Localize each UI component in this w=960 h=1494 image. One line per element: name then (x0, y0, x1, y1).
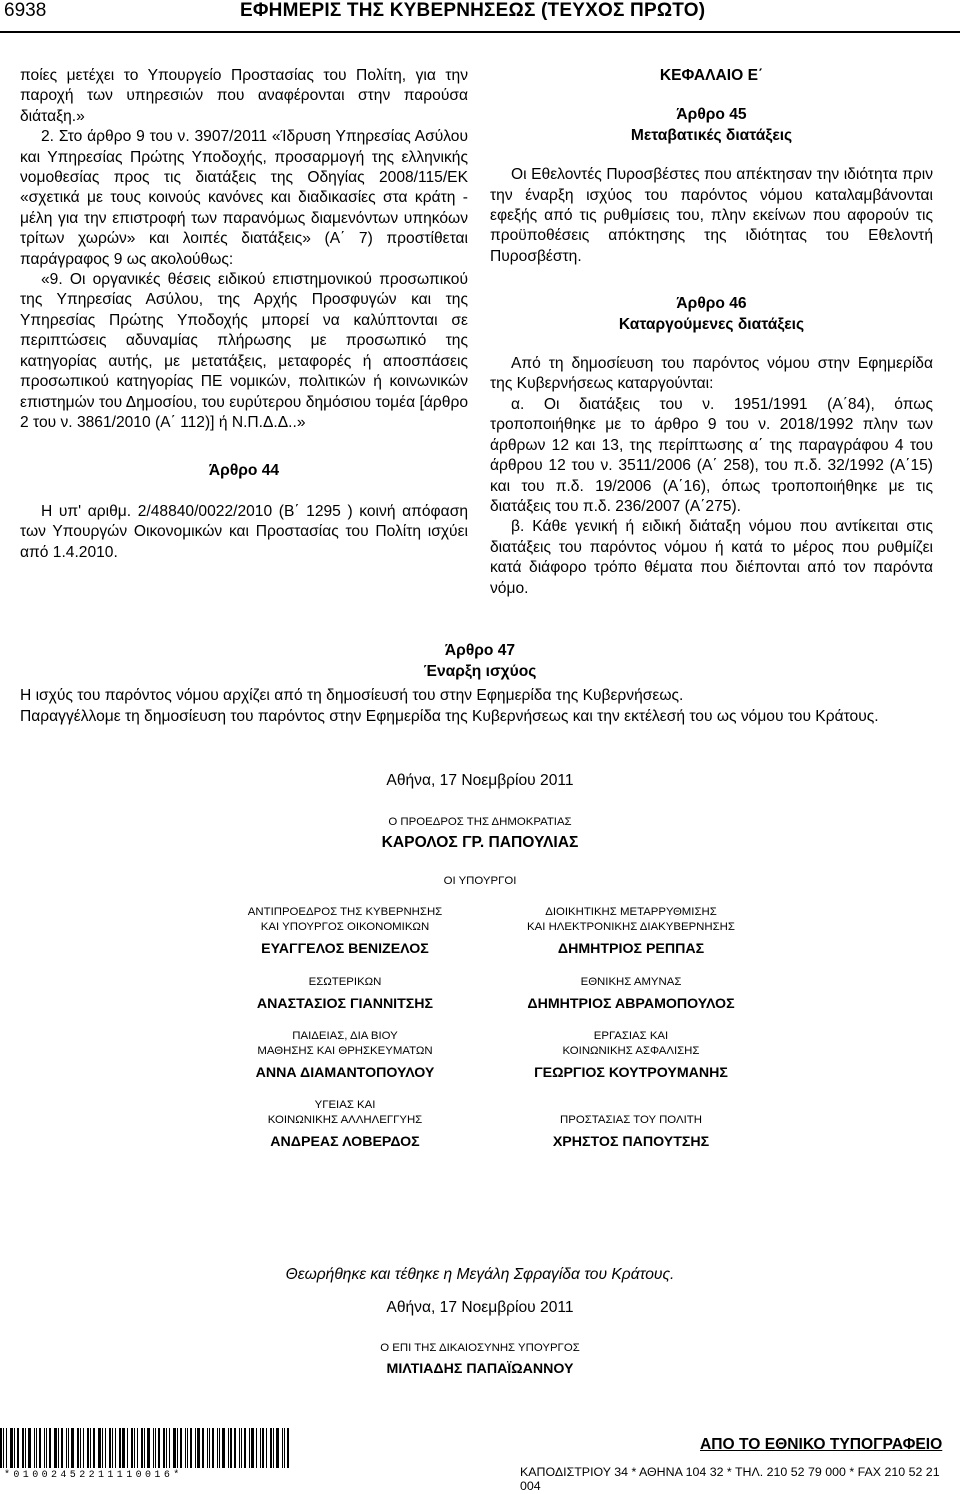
barcode-bar (284, 1428, 285, 1468)
barcode-bar (71, 1428, 74, 1468)
barcode-bar (273, 1428, 274, 1468)
minister-title: ΠΡΟΣΤΑΣΙΑΣ ΤΟΥ ΠΟΛΙΤΗ (560, 1114, 702, 1126)
minister-block (195, 975, 495, 1014)
barcode-bar (230, 1428, 232, 1468)
barcode-bar (90, 1428, 91, 1468)
minister-block (195, 905, 495, 959)
barcode-bar (219, 1428, 220, 1468)
barcode-bar (134, 1428, 135, 1468)
barcode-bar (166, 1428, 167, 1468)
barcode-bar (173, 1428, 176, 1468)
barcode-bar (197, 1428, 200, 1468)
minister-title: ΚΟΙΝΩΝΙΚΗΣ ΑΣΦΑΛΙΣΗΣ (562, 1045, 700, 1057)
barcode-bar (3, 1428, 4, 1468)
barcode-bar (54, 1428, 57, 1468)
article-46-item-b: β. Κάθε γενική ή ειδική διάταξη νόμου που αντίκειται στις διατάξεις του παρόντος νόμου ή κατά το μέρος που ρυθμίζει κατά διάφορο τρόπο θέματα που διέπονται από τον παρόντα νόμο. (490, 518, 933, 597)
barcode-bar (217, 1428, 218, 1468)
barcode-bar (127, 1428, 128, 1468)
barcode-bar (80, 1428, 81, 1468)
president-title: Ο ΠΡΟΕΔΡΟΣ ΤΗΣ ΔΗΜΟΚΡΑΤΙΑΣ (388, 816, 572, 828)
barcode-bar (25, 1428, 26, 1468)
minister-title: ΠΑΙΔΕΙΑΣ, ΔΙΑ ΒΙΟΥ (292, 1030, 398, 1042)
article-46-item-a: α. Οι διατάξεις του ν. 1951/1991 (Α΄84), όπως τροποποιήθηκε με το άρθρο 9 του ν. 2018/1992 πλην των άρθρων 12 και 13, της περίπτωσης α΄ της παραγράφου 4 του άρθρου 12 του ν. 3511/2006 (Α΄ 258), του π.δ. 32/1992 (Α΄15) και του π.δ. 19/2006 (Α΄16), όπως τροποποιήθηκε με τις διατάξεις του π.δ. 236/2007 (Α΄275). (490, 395, 933, 515)
barcode-bar (249, 1428, 250, 1468)
barcode-bar (0, 1428, 2, 1468)
barcode-bar (276, 1428, 279, 1468)
barcode-bar (266, 1428, 267, 1468)
page-number: 6938 (4, 0, 47, 21)
barcode-bar (260, 1428, 261, 1468)
article-46-title: Άρθρο 46 (676, 295, 747, 313)
barcode-bar (49, 1428, 51, 1468)
barcode-bar (68, 1428, 69, 1468)
minister-block (195, 1098, 495, 1152)
barcode-bar (112, 1428, 113, 1468)
barcode-bar (144, 1428, 145, 1468)
barcode-bar (185, 1428, 186, 1468)
barcode-bar (282, 1428, 283, 1468)
barcode-bar (228, 1428, 229, 1468)
article-45-title: Άρθρο 45 (676, 106, 747, 124)
article-46-subtitle: Καταργούμενες διατάξεις (618, 315, 805, 333)
article-47 (0, 640, 960, 727)
president-name: ΚΑΡΟΛΟΣ ΓΡ. ΠΑΠΟΥΛΙΑΣ (381, 834, 579, 851)
barcode-bar (46, 1428, 47, 1468)
left-paragraph-2: 2. Στο άρθρο 9 του ν. 3907/2011 «Ίδρυση Υπηρεσίας Ασύλου και Υπηρεσίας Πρώτης Υποδοχής, προσαρμογή της ελληνικής νομοθεσίας προς τις διατάξεις της Οδηγίας 2008/115/ΕΚ «σχετικά με τους κοινούς κανόνες και διαδικασίες στα κράτη ‑ μέλη για την επιστροφή των παρανόμως διαμενόντων υπηκόων τρίτων χωρών» και λοιπές διατάξεις» (Α΄ 7) προστίθεται παράγραφος 9 ως ακολούθως: (20, 128, 468, 268)
barcode-bar (77, 1428, 79, 1468)
barcode-bar (131, 1428, 133, 1468)
barcode-bar (234, 1428, 236, 1468)
barcode-bar (251, 1428, 254, 1468)
article-44-text: Η υπ' αριθμ. 2/48840/0022/2010 (Β΄ 1295 ) κοινή απόφαση των Υπουργών Οικονομικών και Προστασίας του Πολίτη ισχύει από 1.4.2010. (20, 502, 468, 561)
minister-title: ΑΝΤΙΠΡΟΕΔΡΟΣ ΤΗΣ ΚΥΒΕΡΝΗΣΗΣ (247, 906, 443, 918)
barcode-bar (239, 1428, 240, 1468)
barcode-bar (102, 1428, 103, 1468)
minister-title: ΜΑΘΗΣΗΣ ΚΑΙ ΘΡΗΣΚΕΥΜΑΤΩΝ (257, 1045, 433, 1057)
barcode-bar (155, 1428, 156, 1468)
minister-title: ΕΡΓΑΣΙΑΣ ΚΑΙ (593, 1030, 669, 1042)
article-44-title: Άρθρο 44 (208, 462, 280, 480)
barcode-bar (244, 1428, 246, 1468)
barcode-bar (195, 1428, 196, 1468)
barcode-bar (61, 1428, 63, 1468)
barcode-bar (66, 1428, 67, 1468)
article-47-text-2: Παραγγέλλομε τη δημοσίευση του παρόντος στην Εφημερίδα της Κυβερνήσεως και την εκτέλεσή του ως νόμου του Κράτους. (20, 708, 879, 725)
left-paragraph-3: «9. Οι οργανικές θέσεις ειδικού επιστημονικού προσωπικού της Υπηρεσίας Ασύλου, της Αρχής Προσφυγών και της Υπηρεσίας Πρώτης Υποδοχής μπορεί να καλύπτονται σε περιπτώσεις αδυναμίας πλήρωσης με προσωπικό της κατηγορίας αυτής, με μετατάξεις, μεταφορές ή αποσπάσεις προσωπικού κατηγορίας ΠΕ νομικών, πολιτικών ή κοινωνικών επιστημών του Δημοσίου, του ευρύτερου δημόσιου τομέα [άρθρο 2 του ν. 3861/2010 (Α΄ 112)] ή Ν.Π.Δ.Δ..» (20, 271, 468, 431)
minister-name: ΑΝΔΡΕΑΣ ΛΟΒΕΡΔΟΣ (270, 1134, 420, 1150)
barcode-bar (241, 1428, 242, 1468)
barcode-bar (36, 1428, 37, 1468)
printer-name: ΑΠΟ ΤΟ ΕΘΝΙΚΟ ΤΥΠΟΓΡΑΦΕΙΟ (700, 1436, 943, 1453)
chapter-heading: ΚΕΦΑΛΑΙΟ Ε΄ (659, 67, 764, 84)
barcode-bar (256, 1428, 257, 1468)
barcode-bar (262, 1428, 264, 1468)
barcode-bar (87, 1428, 89, 1468)
barcode-bar (44, 1428, 45, 1468)
minister-block (481, 1029, 781, 1083)
seal-statement: Θεωρήθηκε και τέθηκε η Μεγάλη Σφραγίδα του Κράτους. (285, 1266, 675, 1283)
minister-block (481, 905, 781, 959)
barcode-bar (222, 1428, 225, 1468)
article-47-text-1: Η ισχύς του παρόντος νόμου αρχίζει από τη δημοσίευσή του στην Εφημερίδα της Κυβερνήσεως. (20, 687, 684, 704)
barcode-bar (28, 1428, 31, 1468)
barcode-bar (177, 1428, 178, 1468)
article-46-intro: Από τη δημοσίευση του παρόντος νόμου στην Εφημερίδα της Κυβερνήσεως καταργούνται: (490, 355, 933, 393)
barcode-bar (141, 1428, 143, 1468)
justice-minister-title: Ο ΕΠΙ ΤΗΣ ΔΙΚΑΙΟΣΥΝΗΣ ΥΠΟΥΡΓΟΣ (380, 1342, 580, 1354)
minister-name: ΔΗΜΗΤΡΙΟΣ ΑΒΡΑΜΟΠΟΥΛΟΣ (527, 996, 735, 1012)
minister-block (481, 1113, 781, 1152)
left-column (20, 66, 468, 563)
barcode-bar (6, 1428, 7, 1468)
barcode-bar (34, 1428, 35, 1468)
justice-minister-name: ΜΙΛΤΙΑΔΗΣ ΠΑΠΑΪΩΑΝΝΟΥ (386, 1361, 574, 1377)
ministers-heading: ΟΙ ΥΠΟΥΡΓΟΙ (443, 875, 517, 887)
minister-title: ΥΓΕΙΑΣ ΚΑΙ (314, 1099, 376, 1111)
barcode-bar (163, 1428, 165, 1468)
header-rule (0, 31, 960, 33)
barcode-bar (109, 1428, 111, 1468)
barcode-bar (122, 1428, 125, 1468)
left-paragraph-1: ποίες μετέχει το Υπουργείο Προστασίας του Πολίτη, για την παροχή των υπηρεσιών που αναφέρονται στην παρούσα διάταξη.» (20, 67, 468, 125)
barcode-bar (187, 1428, 188, 1468)
place-date: Αθήνα, 17 Νοεμβρίου 2011 (386, 772, 574, 789)
barcode-digits: *01002452211110016* (4, 1470, 183, 1481)
minister-title: ΚΑΙ ΗΛΕΚΤΡΟΝΙΚΗΣ ΔΙΑΚΥΒΕΡΝΗΣΗΣ (527, 921, 735, 933)
barcode-bar (180, 1428, 182, 1468)
barcode-bar (93, 1428, 95, 1468)
barcode-bar (83, 1428, 84, 1468)
place-date-2: Αθήνα, 17 Νοεμβρίου 2011 (386, 1299, 574, 1316)
minister-name: ΑΝΑΣΤΑΣΙΟΣ ΓΙΑΝΝΙΤΣΗΣ (256, 996, 434, 1012)
barcode-bar (105, 1428, 106, 1468)
article-47-title: Άρθρο 47 (444, 642, 516, 659)
barcode-bar (153, 1428, 154, 1468)
barcode-bar (190, 1428, 192, 1468)
right-column (490, 66, 933, 599)
minister-block (195, 1029, 495, 1083)
minister-name: ΓΕΩΡΓΙΟΣ ΚΟΥΤΡΟΥΜΑΝΗΣ (534, 1065, 728, 1081)
minister-title: ΕΘΝΙΚΗΣ ΑΜΥΝΑΣ (580, 976, 682, 988)
minister-block (481, 975, 781, 1014)
barcode-bar (17, 1428, 19, 1468)
gazette-title: ΕΦΗΜΕΡΙΣ ΤΗΣ ΚΥΒΕΡΝΗΣΕΩΣ (ΤΕΥΧΟΣ ΠΡΩΤΟ) (240, 0, 706, 21)
minister-title: ΚΑΙ ΥΠΟΥΡΓΟΣ ΟΙΚΟΝΟΜΙΚΩΝ (260, 921, 430, 933)
article-45-text: Οι Εθελοντές Πυροσβέστες που απέκτησαν την ιδιότητα πριν την έναρξη ισχύος του παρόντος νόμου καταλαμβάνονται εφεξής από τις ρυθμίσεις του, πλην εκείνων που αφορούν τις προϋποθέσεις απόκτησης της ιδιότητας του Εθελοντή Πυροσβέστη. (490, 166, 933, 265)
barcode-bar (158, 1428, 160, 1468)
barcode-bar (58, 1428, 59, 1468)
minister-name: ΔΗΜΗΤΡΙΟΣ ΡΕΠΠΑΣ (557, 941, 705, 957)
article-45-subtitle: Μεταβατικές διατάξεις (630, 126, 793, 144)
minister-name: ΕΥΑΓΓΕΛΟΣ ΒΕΝΙΖΕΛΟΣ (261, 941, 429, 957)
barcode-bar (202, 1428, 204, 1468)
barcode-bar (147, 1428, 150, 1468)
barcode-bar (14, 1428, 15, 1468)
barcode-bar (209, 1428, 210, 1468)
barcode-bar (137, 1428, 138, 1468)
barcode-bar (22, 1428, 24, 1468)
barcode-bar (119, 1428, 121, 1468)
minister-name: ΑΝΝΑ ΔΙΑΜΑΝΤΟΠΟΥΛΟΥ (255, 1065, 435, 1081)
minister-title: ΚΟΙΝΩΝΙΚΗΣ ΑΛΛΗΛΕΓΓΥΗΣ (267, 1114, 423, 1126)
minister-title: ΔΙΟΙΚΗΤΙΚΗΣ ΜΕΤΑΡΡΥΘΜΙΣΗΣ (545, 906, 717, 918)
barcode-bar (169, 1428, 170, 1468)
barcode-bar (115, 1428, 116, 1468)
article-47-subtitle: Έναρξη ισχύος (423, 663, 537, 680)
barcode-bar (98, 1428, 101, 1468)
barcode-bar (39, 1428, 41, 1468)
barcode-bar (270, 1428, 272, 1468)
barcode-bar (10, 1428, 13, 1468)
barcode-bar (207, 1428, 208, 1468)
minister-name: ΧΡΗΣΤΟΣ ΠΑΠΟΥΤΣΗΣ (552, 1134, 710, 1150)
barcode-bar (287, 1428, 289, 1468)
printer-address: ΚΑΠΟΔΙΣΤΡΙΟΥ 34 * ΑΘΗΝΑ 104 32 * ΤΗΛ. 210 52 79 000 * FAX 210 52 21 004 (520, 1465, 940, 1493)
barcode-bar (212, 1428, 214, 1468)
minister-title: ΕΣΩΤΕΡΙΚΩΝ (308, 976, 382, 988)
